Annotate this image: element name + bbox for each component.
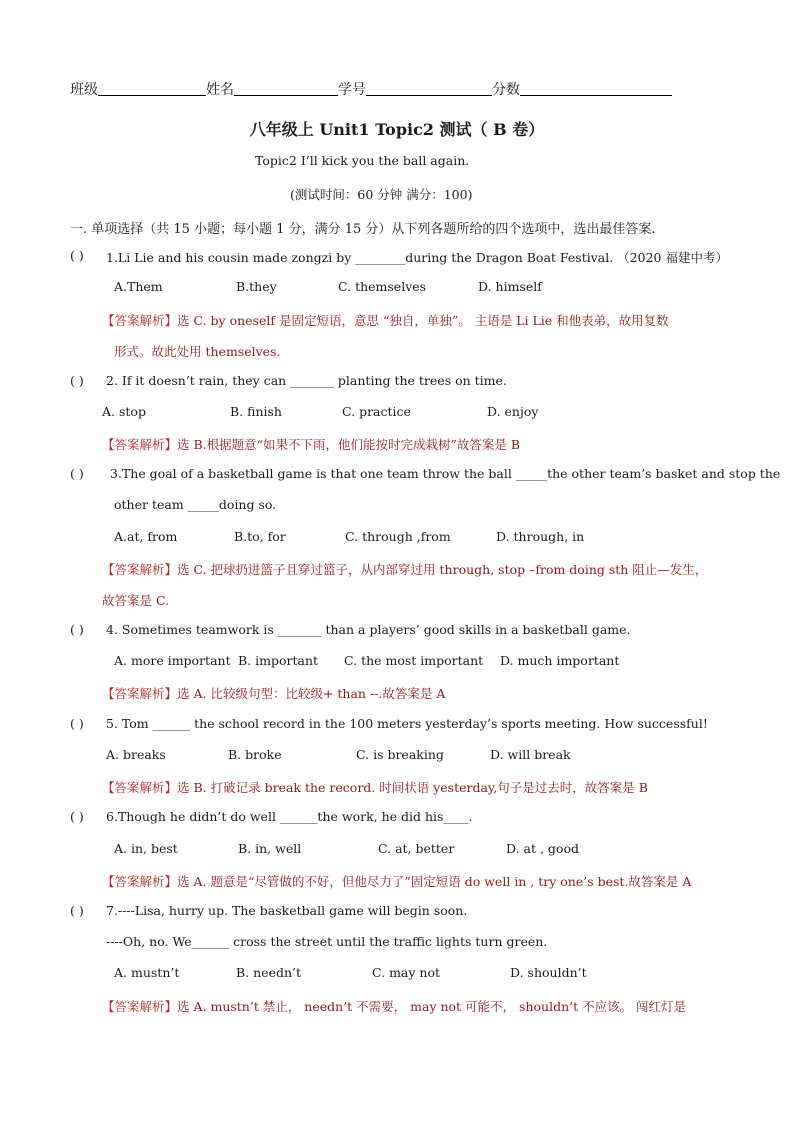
q3-answer-explanation: 【答案解析】选 C. 把球扔进篮子且穿过篮子，从内部穿过用 through, stop –from doing sth 阻止—发生， xyxy=(102,562,708,577)
q1-option-c[interactable]: C. themselves xyxy=(338,279,427,294)
class-label: 班级 xyxy=(70,82,98,98)
question-6-stem: 6.Though he didn’t do well ______the work, he did his____. xyxy=(106,809,473,824)
answer-tag: 【答案解析】 xyxy=(102,780,178,795)
q7-answer-explanation: 【答案解析】选 A. mustn’t 禁止， needn’t 不需要， may not 可能不， shouldn’t 不应该。 闯红灯是 xyxy=(102,999,687,1014)
q2-option-d[interactable]: D. enjoy xyxy=(487,404,539,419)
q6-option-a[interactable]: A. in, best xyxy=(114,841,178,856)
q1-answer-continued: 形式。故此处用 themselves. xyxy=(114,344,281,359)
q6-option-b[interactable]: B. in, well xyxy=(238,841,302,856)
q7-option-b[interactable]: B. needn’t xyxy=(236,965,302,980)
answer-tag: 【答案解析】 xyxy=(102,999,178,1014)
q7-option-c[interactable]: C. may not xyxy=(372,965,441,980)
question-4-stem: 4. Sometimes teamwork is _______ than a players’ good skills in a basketball game. xyxy=(106,622,631,637)
q5-option-d[interactable]: D. will break xyxy=(490,747,571,762)
q3-answer-continued: 故答案是 C. xyxy=(102,593,170,608)
q4-option-b[interactable]: B. important xyxy=(238,653,319,668)
answer-paren-6[interactable]: ( ) xyxy=(70,809,84,824)
question-3-stem-continued: other team _____doing so. xyxy=(114,497,277,512)
q3-option-c[interactable]: C. through ,from xyxy=(345,529,451,544)
q2-option-c[interactable]: C. practice xyxy=(342,404,411,419)
id-label: 学号 xyxy=(338,82,366,98)
q6-option-c[interactable]: C. at, better xyxy=(378,841,455,856)
question-5-stem: 5. Tom ______ the school record in the 100 meters yesterday’s sports meeting. How successful! xyxy=(106,716,708,731)
class-blank[interactable] xyxy=(98,81,206,96)
q7-option-a[interactable]: A. mustn’t xyxy=(114,965,180,980)
q5-option-b[interactable]: B. broke xyxy=(228,747,282,762)
score-blank[interactable] xyxy=(520,81,672,96)
page-title: 八年级上 Unit1 Topic2 测试（ B 卷） xyxy=(249,120,545,139)
answer-paren-4[interactable]: ( ) xyxy=(70,622,84,637)
name-blank[interactable] xyxy=(234,81,338,96)
q3-option-d[interactable]: D. through, in xyxy=(496,529,585,544)
q3-option-b[interactable]: B.to, for xyxy=(234,529,286,544)
answer-tag: 【答案解析】 xyxy=(102,686,178,701)
q4-option-c[interactable]: C. the most important xyxy=(344,653,484,668)
q2-answer-explanation: 【答案解析】选 B.根据题意“如果不下雨，他们能按时完成栽树”故答案是 B xyxy=(102,437,521,452)
q1-option-a[interactable]: A.Them xyxy=(114,279,163,294)
q5-option-c[interactable]: C. is breaking xyxy=(356,747,444,762)
q6-option-d[interactable]: D. at , good xyxy=(506,841,579,856)
section-heading: 一. 单项选择（共 15 小题；每小题 1 分，满分 15 分）从下列各题所给的四个选项中，选出最佳答案. xyxy=(70,222,656,237)
q1-option-d[interactable]: D. himself xyxy=(478,279,542,294)
answer-tag: 【答案解析】 xyxy=(102,874,178,889)
answer-paren-3[interactable]: ( ) xyxy=(70,466,84,481)
question-7-stem-continued: ----Oh, no. We______ cross the street until the traffic lights turn green. xyxy=(106,934,548,949)
q1-option-b[interactable]: B.they xyxy=(236,279,277,294)
answer-paren-5[interactable]: ( ) xyxy=(70,716,84,731)
id-blank[interactable] xyxy=(366,81,492,96)
answer-paren-7[interactable]: ( ) xyxy=(70,903,84,918)
q6-answer-explanation: 【答案解析】选 A. 题意是“尽管做的不好，但他尽力了”固定短语 do well in , try one’s best.故答案是 A xyxy=(102,874,692,889)
answer-tag: 【答案解析】 xyxy=(102,562,178,577)
q4-answer-explanation: 【答案解析】选 A. 比较级句型：比较级+ than --.故答案是 A xyxy=(102,686,446,701)
question-1-stem: 1.Li Lie and his cousin made zongzi by ________during the Dragon Boat Festival. （2020 福建中考） xyxy=(106,250,728,265)
name-label: 姓名 xyxy=(206,82,234,98)
q5-answer-explanation: 【答案解析】选 B. 打破记录 break the record. 时间状语 yesterday,句子是过去时，故答案是 B xyxy=(102,780,648,795)
answer-tag: 【答案解析】 xyxy=(102,313,178,328)
q2-option-a[interactable]: A. stop xyxy=(102,404,146,419)
question-2-stem: 2. If it doesn’t rain, they can _______ planting the trees on time. xyxy=(106,373,507,388)
q1-answer-explanation: 【答案解析】选 C. by oneself 是固定短语，意思 “独自，单独”。 主语是 Li Lie 和他表弟，故用复数 xyxy=(102,313,669,328)
question-3-stem: 3.The goal of a basketball game is that one team throw the ball _____the other team’s basket and stop the xyxy=(110,466,781,481)
question-7-stem: 7.----Lisa, hurry up. The basketball game will begin soon. xyxy=(106,903,468,918)
answer-paren-2[interactable]: ( ) xyxy=(70,373,84,388)
q5-option-a[interactable]: A. breaks xyxy=(106,747,166,762)
answer-tag: 【答案解析】 xyxy=(102,437,178,452)
q3-option-a[interactable]: A.at, from xyxy=(114,529,178,544)
topic-subtitle: Topic2 I’ll kick you the ball again. xyxy=(255,153,470,168)
answer-paren-1[interactable]: ( ) xyxy=(70,248,84,263)
student-info-header xyxy=(70,79,672,99)
q2-option-b[interactable]: B. finish xyxy=(230,404,282,419)
score-label: 分数 xyxy=(492,82,520,98)
test-timing: (测试时间：60 分钟 满分：100) xyxy=(290,187,473,202)
q4-option-a[interactable]: A. more important xyxy=(114,653,231,668)
q7-option-d[interactable]: D. shouldn’t xyxy=(510,965,587,980)
q4-option-d[interactable]: D. much important xyxy=(500,653,620,668)
